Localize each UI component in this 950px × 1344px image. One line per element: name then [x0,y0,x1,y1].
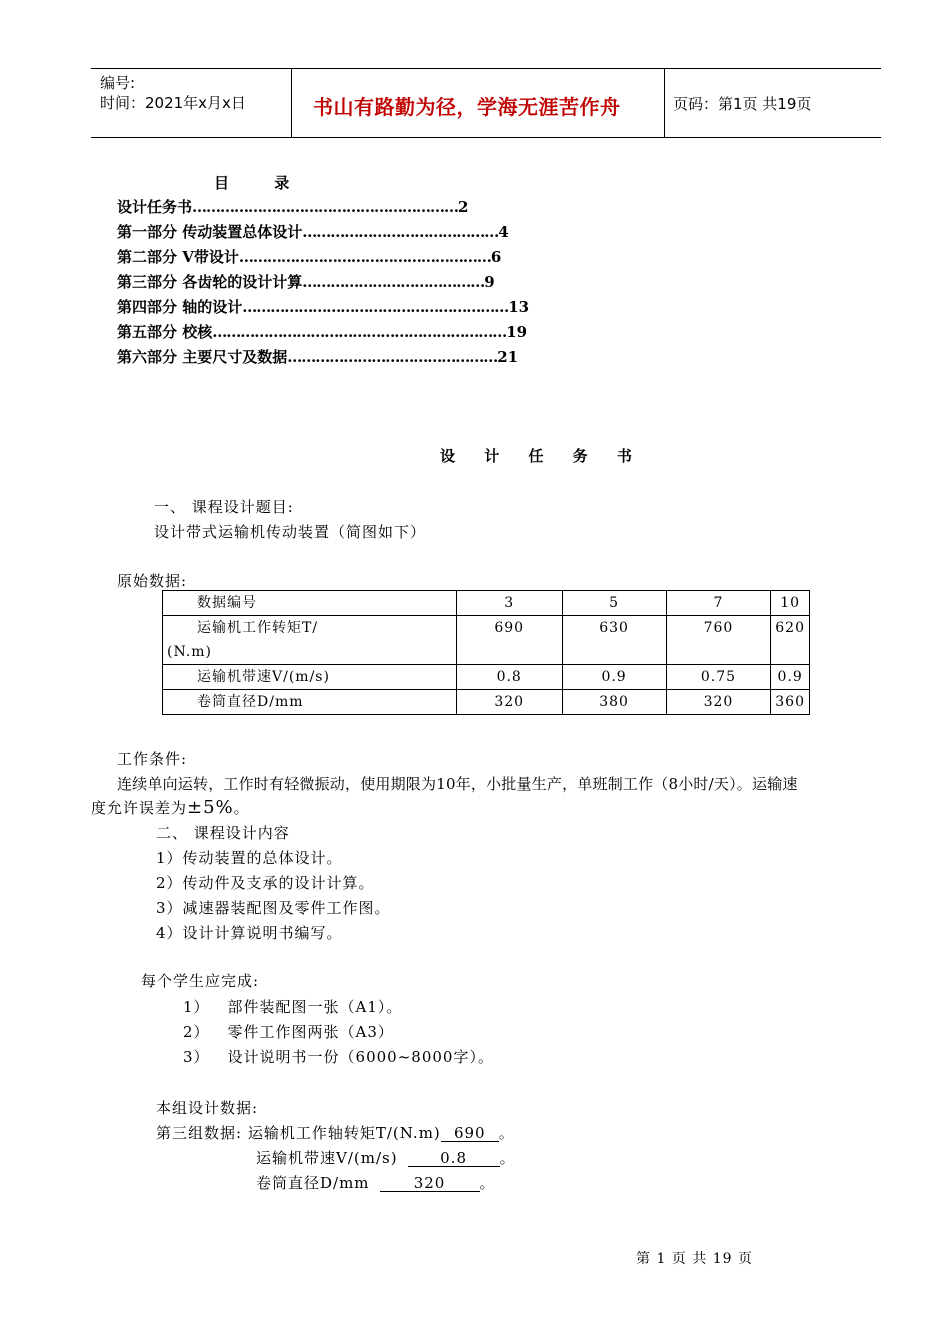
row-label-line: 运输机工作转矩T/ [197,620,319,636]
content-item: 2）传动件及支承的设计计算。 [156,874,375,892]
tolerance-value: ±5% [187,797,234,818]
deliverable-text: 设计说明书一份（6000~8000字）。 [227,1048,494,1066]
toc-item-page: 21 [497,348,519,366]
conditions-line: 连续单向运转，工作时有轻微振动，使用期限为10年，小批量生产，单班制工作（8小时/天）。运输速 [117,775,798,793]
end-mark: 。 [479,1174,496,1192]
group-label: 第三组数据: [156,1124,243,1142]
toc-item-label: 设计任务书 [117,198,193,216]
header-page-number: 页码：第1页 共19页 [673,95,812,113]
table-cell: 0.9 [771,665,810,690]
table-row [163,665,810,690]
table-cell: 0.75 [666,665,771,690]
content-item: 1）传动装置的总体设计。 [156,849,343,867]
end-mark: 。 [499,1149,516,1167]
topic-heading: 一、 课程设计题目: [154,498,294,516]
table-header-cell: 10 [771,591,810,616]
end-mark: 。 [498,1124,515,1142]
header-time: 时间：2021年x月x日 [100,94,246,112]
diameter-label: 卷筒直径D/mm [256,1174,370,1192]
table-header-cell: 7 [666,591,771,616]
toc-item[interactable]: 第四部分 轴的设计…………………………………………………13 [117,298,530,316]
content-heading: 二、 课程设计内容 [156,824,290,842]
conditions-suffix: 。 [233,799,250,817]
page-header [91,68,881,138]
group-data-heading: 本组设计数据: [156,1099,259,1117]
row-label-line: (N.m) [167,644,213,660]
deliverable-num: 2） [183,1023,210,1041]
content-item: 3）减速器装配图及零件工作图。 [156,899,391,917]
toc-title: 目 录 [214,174,310,192]
toc-item-label: 第四部分 轴的设计 [117,298,243,316]
raw-data-table [162,590,810,715]
table-row [163,616,810,665]
toc-item-page: 13 [508,298,530,316]
table-cell: 760 [666,616,771,665]
toc-item[interactable]: 第二部分 V带设计………………………………………………6 [117,248,502,266]
header-divider [664,69,665,137]
speed-value: 0.8 [408,1150,500,1167]
table-row [163,690,810,715]
deliverable-item [183,1021,394,1042]
table-cell: 630 [562,616,666,665]
deliverable-text: 部件装配图一张（A1）。 [227,998,403,1016]
raw-data-label: 原始数据: [117,572,188,590]
toc-item-label: 第二部分 V带设计 [117,248,239,266]
section-title: 设 计 任 务 书 [440,447,644,465]
header-divider [291,69,292,137]
table-row-label [163,616,457,665]
header-motto: 书山有路勤为径，学海无涯苦作舟 [313,95,621,119]
table-header-row [163,591,810,616]
group-torque-line [156,1122,515,1143]
toc-item-label: 第一部分 传动装置总体设计 [117,223,303,241]
toc-item[interactable]: 第六部分 主要尺寸及数据………………………………………21 [117,348,519,366]
conditions-line [91,797,250,818]
toc-item-label: 第三部分 各齿轮的设计计算 [117,273,303,291]
conditions-label: 工作条件: [117,750,188,768]
table-cell: 320 [456,690,562,715]
conditions-prefix: 度允许误差为 [91,799,188,817]
table-cell: 620 [771,616,810,665]
toc-item-page: 9 [484,273,495,291]
toc-item-page: 19 [506,323,528,341]
header-number: 编号: [100,74,136,92]
table-row-label: 运输机带速V/(m/s) [163,665,457,690]
toc-item-page: 4 [498,223,509,241]
toc-item-page: 2 [458,198,469,216]
table-cell: 0.9 [562,665,666,690]
table-header-cell: 5 [562,591,666,616]
topic-text: 设计带式运输机传动装置（简图如下） [154,523,427,541]
content-item: 4）设计计算说明书编写。 [156,924,343,942]
torque-label: 运输机工作轴转矩T/(N.m) [247,1124,441,1142]
speed-label: 运输机带速V/(m/s) [256,1149,398,1167]
table-cell: 380 [562,690,666,715]
header-meta [100,73,246,113]
table-header-cell: 数据编号 [163,591,457,616]
deliverable-item [183,996,402,1017]
group-speed-line [256,1147,516,1168]
deliverables-heading: 每个学生应完成: [141,972,260,990]
deliverable-item [183,1046,494,1067]
table-row-label: 卷筒直径D/mm [163,690,457,715]
deliverable-num: 1） [183,998,210,1016]
toc-item[interactable]: 第五部分 校核………………………………………………………19 [117,323,528,341]
torque-value: 690 [441,1125,499,1142]
page-footer: 第 1 页 共 19 页 [636,1251,753,1267]
table-header-cell: 3 [456,591,562,616]
toc-item[interactable]: 第一部分 传动装置总体设计……………………………………4 [117,223,509,241]
table-cell: 320 [666,690,771,715]
toc-item-label: 第六部分 主要尺寸及数据 [117,348,288,366]
table-cell: 0.8 [456,665,562,690]
deliverable-num: 3） [183,1048,210,1066]
group-diameter-line [256,1172,496,1193]
table-cell: 360 [771,690,810,715]
toc-item[interactable]: 设计任务书…………………………………………………2 [117,198,469,216]
toc-item-label: 第五部分 校核 [117,323,213,341]
deliverable-text: 零件工作图两张（A3） [227,1023,394,1041]
toc-item[interactable]: 第三部分 各齿轮的设计计算…………………………………9 [117,273,495,291]
table-cell: 690 [456,616,562,665]
diameter-value: 320 [380,1175,480,1192]
toc-item-page: 6 [490,248,502,266]
